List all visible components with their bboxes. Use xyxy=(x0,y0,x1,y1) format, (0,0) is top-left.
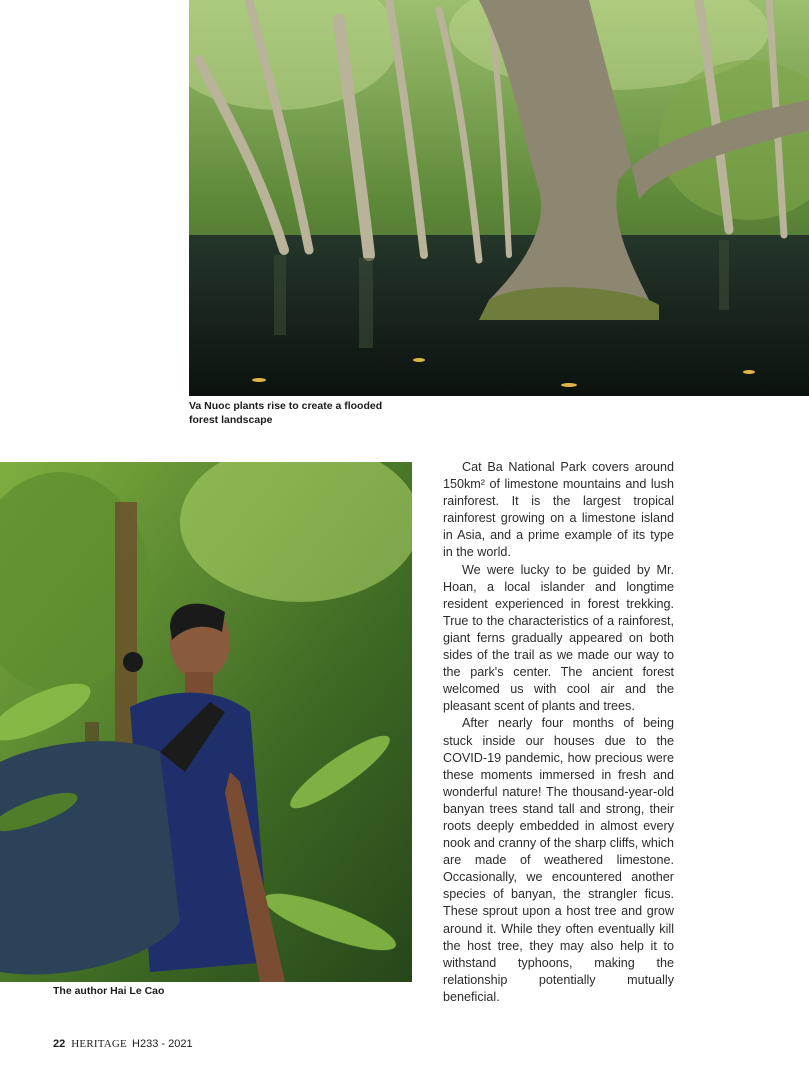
article-paragraph-3: After nearly four months of being stuck inside our houses due to the COVID-19 pandemic, how precious were these moments immersed in fresh and wonderful nature! The thousand-year-old banyan trees stand tall and strong, their roots deeply embedded in almost every nook and cranny of the sharp cliffs, which are made of weathered limestone. Occasionally, we encountered another species of banyan, the strangler ficus. These sprout upon a host tree and grow around it. While they often eventually kill the host tree, they may also help it to withstand typhoons, making the relationship potentially mutually beneficial. xyxy=(443,716,674,1004)
flooded-forest-illustration xyxy=(189,0,809,396)
author-photo-caption: The author Hai Le Cao xyxy=(53,985,165,997)
flooded-forest-caption: Va Nuoc plants rise to create a flooded forest landscape xyxy=(189,400,383,426)
page-footer xyxy=(53,1038,193,1054)
flooded-forest-photo xyxy=(189,0,809,396)
magazine-brand: HERITAGE xyxy=(71,1038,127,1050)
article-paragraph-2: We were lucky to be guided by Mr. Hoan, a local islander and longtime resident experienced in forest trekking. True to the characteristics of a rainforest, giant ferns gradually appeared on both sides of the trail as we made our way to the park's center. The ancient forest welcomed us with cool air and the pleasant scent of plants and trees. xyxy=(443,562,674,714)
author-hiking-illustration xyxy=(0,462,412,982)
page-number: 22 xyxy=(53,1038,66,1050)
issue-number: H233 - 2021 xyxy=(132,1038,193,1050)
article-body xyxy=(443,459,674,1006)
author-photo xyxy=(0,462,412,982)
article-paragraph-1: Cat Ba National Park covers around 150km² of limestone mountains and lush rainforest. It is the largest tropical rainforest growing on a limestone island in Asia, and a prime example of its type in the world. xyxy=(443,460,674,560)
